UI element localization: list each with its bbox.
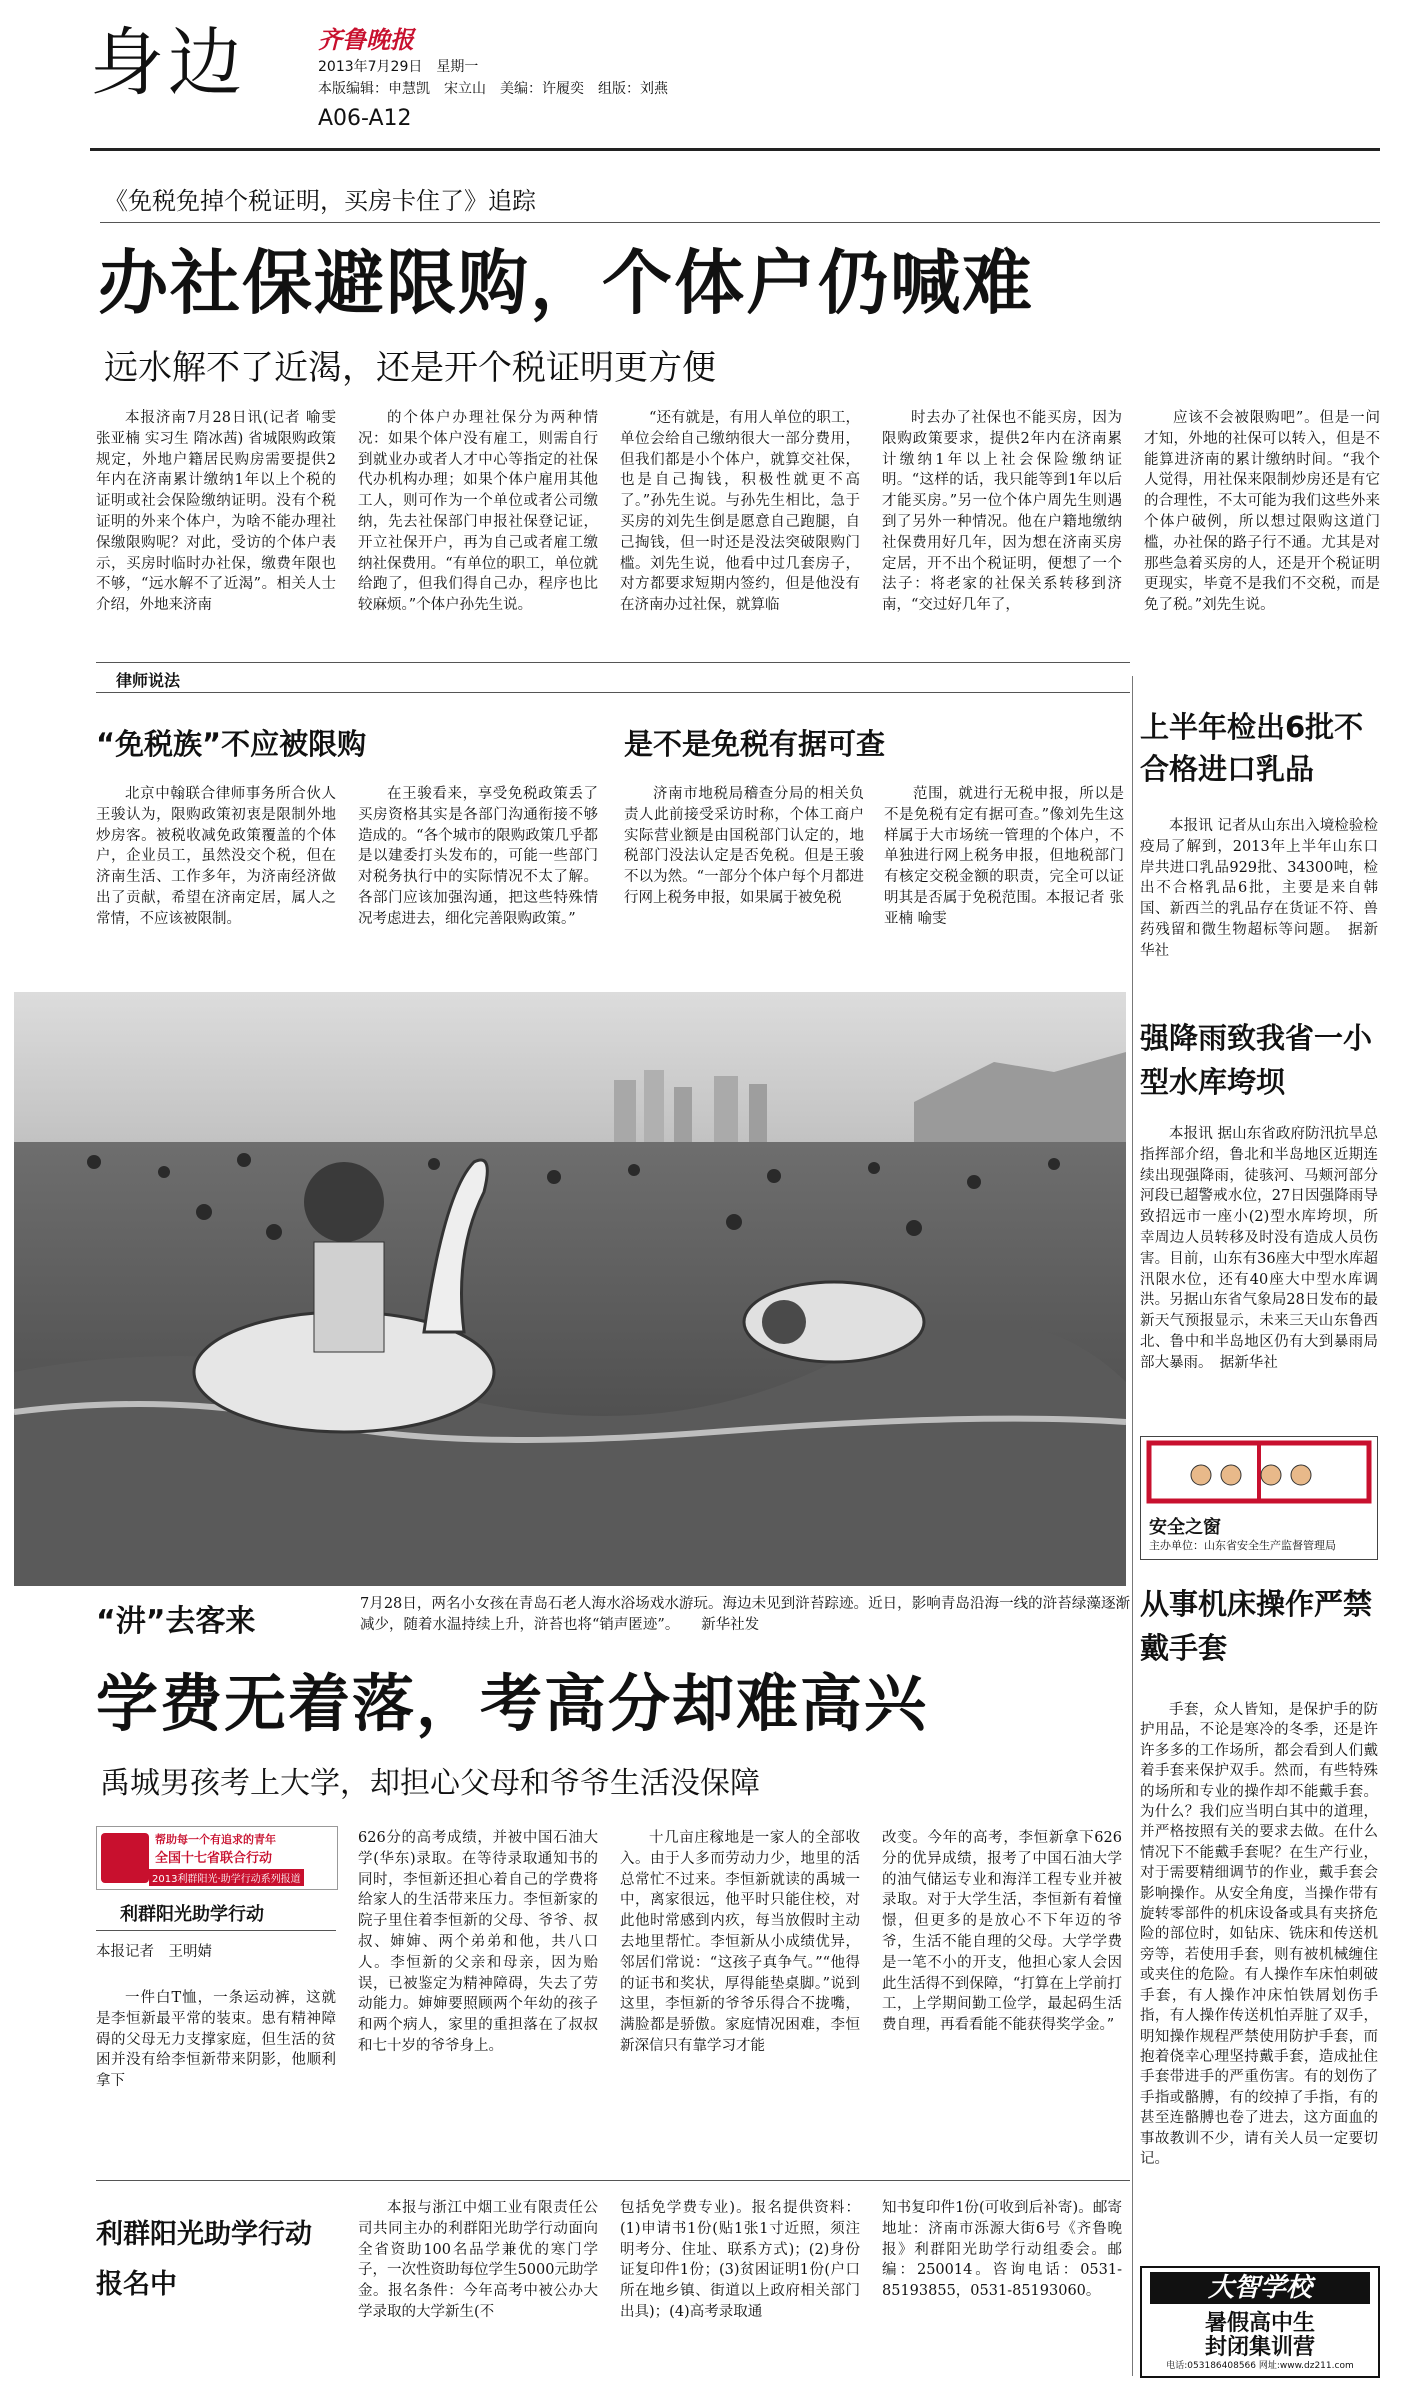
story2-col1: 一件白T恤，一条运动裤，这就是李恒新最平常的装束。患有精神障碍的父母无力支撑家庭，但生活的贫困并没有给李恒新带来阴影，他顺利拿下 — [96, 1990, 336, 2090]
masthead-rule — [90, 148, 1380, 151]
section-title: 身边 — [90, 20, 246, 106]
rain-headline: 强降雨致我省一小型水库垮坝 — [1140, 1021, 1373, 1099]
rain-body: 本报讯 据山东省政府防汛抗旱总指挥部介绍，鲁北和半岛地区近期连续出现强降雨，徒骇河、马颊河部分河段已超警戒水位，27日因强降雨导致招远市一座小(2)型水库垮坝，所幸周边人员转移及时没有造成人员伤害。目前，山东有36座大中型水库超汛限水位，还有40座大中型水库调洪。另据山东省气象局28日发布的最新天气预报显示，未来三天山东鲁西北、鲁中和半岛地区仍有大到暴雨局部大暴雨。 据新华社 — [1140, 1126, 1378, 1371]
story1-col3: “还有就是，有用人单位的职工，单位会给自己缴纳很大一部分费用，但我们都是小个体户，就算交社保，也是自己掏钱，积极性就更不高了。”孙先生说。与孙先生相比，急于买房的刘先生倒是愿意自己跑腿，自己掏钱，但一时还是没法突破限购门槛。刘先生说，他看中过几套房子，对方都要求短期内签约，但是他没有在济南办过社保，就算临 — [620, 410, 860, 614]
safety-window-box — [1140, 1436, 1378, 1560]
aid-campaign-banner — [96, 1826, 338, 1890]
safety-body: 手套，众人皆知，是保护手的防护用品，不论是寒冷的冬季，还是许许多多的工作场所，都会看到人们戴着手套来保护双手。然而，有些特殊的场所和专业的操作却不能戴手套。为什么？我们应当明白其中的道理，并严格按照有关的要求去做。在什么情况下不能戴手套呢？在生产行业，对于需要精细调节的作业，戴手套会影响操作。从安全角度，当操作带有旋转零部件的机床设备或具有夹挤危险的部位时，如钻床、铣床和传送机旁等，若使用手套，则有被机械缠住或夹住的危险。有人操作车床怕刺破手套，有人操作冲床怕铁屑划伤手指，有人操作传送机怕弄脏了双手，明知操作规程严禁使用防护手套，而抱着侥幸心理坚持戴手套，造成扯住手套带进手的严重伤害。有的划伤了手指或骼膊，有的绞掉了手指，有的甚至连骼膊也卷了进去，这方面血的事故教训不少，请有关人员一定要切记。 — [1140, 1702, 1378, 2167]
school-ad[interactable] — [1140, 2266, 1380, 2378]
aid-series-label: 利群阳光助学行动 — [120, 1904, 264, 1925]
story2-col2: 626分的高考成绩，并被中国石油大学(华东)录取。在等待录取通知书的同时，李恒新还担心着自己的学费将给家人的生活带来压力。李恒新家的院子里住着李恒新的父母、爷爷、叔叔、婶婶、两个弟弟和他，共八口人。李恒新的父亲和母亲，因为贻误，已被鉴定为精神障碍，失去了劳动能力。婶婶要照顾两个年幼的孩子和两个病人，家里的重担落在了叔叔和七十岁的爷爷身上。 — [358, 1830, 598, 2054]
editors-line: 本版编辑：申慧凯 宋立山 美编：许履奕 组版：刘燕 — [318, 81, 668, 97]
apply-col1: 本报与浙江中烟工业有限责任公司共同主办的利群阳光助学行动面向全省资助100名品学兼优的寒门学子，一次性资助每位学生5000元助学金。报名条件：今年高考中被公办大学录取的大学新生(不 — [358, 2200, 598, 2320]
photo-caption: 7月28日，两名小女孩在青岛石老人海水浴场戏水游玩。海边未见到浒苔踪迹。近日，影响青岛沿海一线的浒苔绿藻逐渐减少，随着水温持续上升，浒苔也将“销声匿迹”。 新华社发 — [360, 1596, 1130, 1633]
story2-headline: 学费无着落，考高分却难高兴 — [96, 1667, 929, 1740]
lawyer-col3: 济南市地税局稽查分局的相关负责人此前接受采访时称，个体工商户实际营业额是由国税部门认定的，地税部门没法认定是否免税。但是王骏不以为然。“一部分个体户每个月都进行网上税务申报，如果属于被免税 — [624, 786, 864, 906]
story1-col1: 本报济南7月28日讯(记者 喻雯 张亚楠 实习生 隋冰茜) 省城限购政策规定，外地户籍居民购房需要提供2年内在济南累计缴纳1年以上个税的证明或社会保险缴纳证明。没有个税证明的外来个体户，为啥不能办理社保缴限购呢？对此，受访的个体户表示，买房时临时办社保，缴费年限也不够，“远水解不了近渴”。相关人士介绍，外地来济南 — [96, 410, 336, 614]
ad-line2: 封闭集训营 — [1204, 2335, 1315, 2360]
story1-col5: 应该不会被限购吧”。但是一问才知，外地的社保可以转入，但是不能算进济南的累计缴纳时间。“我个人觉得，用社保来限制炒房还是有它的合理性，不太可能为我们这些外来个体户破例，所以想过限购这道门槛，办社保的路子行不通。尤其是对那些急着买房的人，还是开个税证明更现实，毕竟不是我们不交税，而是免了税。”刘先生说。 — [1144, 410, 1380, 614]
figure-icon — [1261, 1465, 1281, 1485]
safety-window-title: 安全之窗 — [1149, 1517, 1221, 1538]
story1-subhead: 远水解不了近渴，还是开个税证明更方便 — [104, 348, 716, 388]
figure-icon — [1191, 1465, 1211, 1485]
apply-headline: 利群阳光助学行动报名中 — [96, 2219, 312, 2300]
brand-logo: 齐鲁晚报 — [318, 25, 414, 54]
lawyer-label: 律师说法 — [116, 671, 181, 690]
banner-line3: 2013利群阳光·助学行动系列报道 — [149, 1869, 304, 1886]
lawyer-head-left: “免税族”不应被限购 — [96, 727, 367, 761]
story1-col2: 的个体户办理社保分为两种情况：如果个体户没有雇工，则需自行到就业办或者人才中心等指定的社保代办机构办理；如果个体户雇用其他工人，则可作为一个单位或者公司缴纳，先去社保部门申报社保登记证，开立社保开户，再为自己或者雇工缴纳社保费用。“有单位的职工，单位就给跑了，但我们得自己办，程序也比较麻烦。”个体户孙先生说。 — [358, 410, 598, 614]
kicker-rule — [100, 222, 1380, 223]
safety-headline: 从事机床操作严禁戴手套 — [1140, 1587, 1373, 1665]
safety-window-sponsor: 主办单位：山东省安全生产监督管理局 — [1149, 1539, 1336, 1552]
ad-line1: 暑假高中生 — [1204, 2311, 1315, 2336]
story2-col4: 改变。今年的高考，李恒新拿下626分的优异成绩，报考了中国石油大学的油气储运专业和海洋工程专业并被录取。对于大学生活，李恒新有着憧憬，但更多的是放心不下年迈的爷爷，生活不能自理的父母。大学学费是一笔不小的开支，他担心家人会因此生活得不到保障，“打算在上学前打工，上学期间勤工俭学，最起码生活费自理，再看看能不能获得奖学金。” — [882, 1830, 1122, 2034]
story1-kicker: 《免税免掉个税证明，买房卡住了》追踪 — [104, 187, 536, 215]
milk-headline: 上半年检出6批不合格进口乳品 — [1140, 710, 1364, 786]
lawyer-col2: 在王骏看来，享受免税政策丢了买房资格其实是各部门沟通衔接不够造成的。“各个城市的限购政策几乎都是以建委打头发布的，可能一些部门对税务执行中的实际情况不太了解。各部门应该加强沟通，把这些特殊情况考虑进去，细化完善限购政策。” — [358, 786, 598, 927]
beach-photo — [14, 992, 1126, 1586]
issue-date: 2013年7月29日 星期一 — [318, 59, 479, 75]
banner-line2: 全国十七省联合行动 — [155, 1851, 273, 1866]
safety-window-illustration — [1141, 1437, 1377, 1507]
figure-icon — [1291, 1465, 1311, 1485]
story2-col3: 十几亩庄稼地是一家人的全部收入。由于人多而劳动力少，地里的活总常忙不过来。李恒新就读的禹城一中，离家很远，他平时只能住校，对此他时常感到内疚，每当放假时主动去地里帮忙。李恒新从小成绩优异，邻居们常说：“这孩子真争气。”“他得的证书和奖状，厚得能垫桌脚。”说到这里，李恒新的爷爷乐得合不拢嘴，满脸都是骄傲。家庭情况困难，李恒新深信只有靠学习才能 — [620, 1830, 860, 2054]
story2-byline: 本报记者 王明婧 — [96, 1944, 212, 1960]
ad-contact: 电话:053186408566 网址:www.dz211.com — [1166, 2361, 1354, 2371]
right-column-divider — [1132, 676, 1133, 2376]
page-range: A06-A12 — [318, 106, 412, 131]
story1-headline: 办社保避限购，个体户仍喊难 — [98, 242, 1034, 324]
story1-col4: 时去办了社保也不能买房，因为限购政策要求，提供2年内在济南累计缴纳1年以上社会保险缴纳证明。“这样的话，我只能等到1年以后才能买房。”另一位个体户周先生则遇到了另外一种情况。他在户籍地缴纳社保费用好几年，因为想在济南买房定居，开不出个税证明，便想了一个法子：将老家的社保关系转移到济南，“交过好几年了， — [882, 410, 1122, 614]
byline-rule — [96, 1930, 336, 1931]
milk-body: 本报讯 记者从山东出入境检验检疫局了解到，2013年上半年山东口岸共进口乳品929批、34300吨，检出不合格乳品6批，主要是来自韩国、新西兰的乳品存在货证不符、兽药残留和微生物超标等问题。 据新华社 — [1140, 818, 1378, 959]
lawyer-head-right: 是不是免税有据可查 — [624, 727, 886, 761]
lawyer-col4: 范围，就进行无税申报，所以是不是免税有定有据可查。”像刘先生这样属于大市场统一管理的个体户，不单独进行网上税务申报，但地税部门有核定交税金额的职责，完全可以证明其是否属于免税范围。本报记者 张亚楠 喻雯 — [884, 786, 1124, 927]
beach-photo-illustration — [14, 992, 1126, 1586]
banner-line1: 帮助每一个有追求的青年 — [155, 1833, 276, 1846]
aid-logo-icon — [101, 1833, 149, 1883]
photo-title: “汫”去客来 — [96, 1604, 256, 1639]
apply-col3: 知书复印件1份(可收到后补寄)。邮寄地址：济南市泺源大街6号《齐鲁晚报》利群阳光助学行动组委会。邮编：250014。咨询电话：0531-85193855，0531-85193060。 — [882, 2200, 1122, 2300]
ad-brand: 大智学校 — [1150, 2272, 1370, 2304]
apply-top-rule — [96, 2180, 1130, 2181]
apply-col2: 包括免学费专业)。报名提供资料：(1)申请书1份(贴1张1寸近照，须注明考分、住址、联系方式)；(2)身份证复印件1份；(3)贫困证明1份(户口所在地乡镇、街道以上政府相关部门出具)；(4)高考录取通 — [620, 2200, 860, 2320]
lawyer-col1: 北京中翰联合律师事务所合伙人王骏认为，限购政策初衷是限制外地炒房客。被税收减免政策覆盖的个体户，企业员工，虽然没交个税，但在济南生活、工作多年，为济南经济做出了贡献，希望在济南定居，属人之常情，不应该被限制。 — [96, 786, 336, 927]
figure-icon — [1221, 1465, 1241, 1485]
story2-subhead: 禹城男孩考上大学，却担心父母和爷爷生活没保障 — [100, 1766, 760, 1801]
lawyer-top-rule — [96, 662, 1130, 663]
lawyer-label-rule — [96, 692, 1130, 693]
